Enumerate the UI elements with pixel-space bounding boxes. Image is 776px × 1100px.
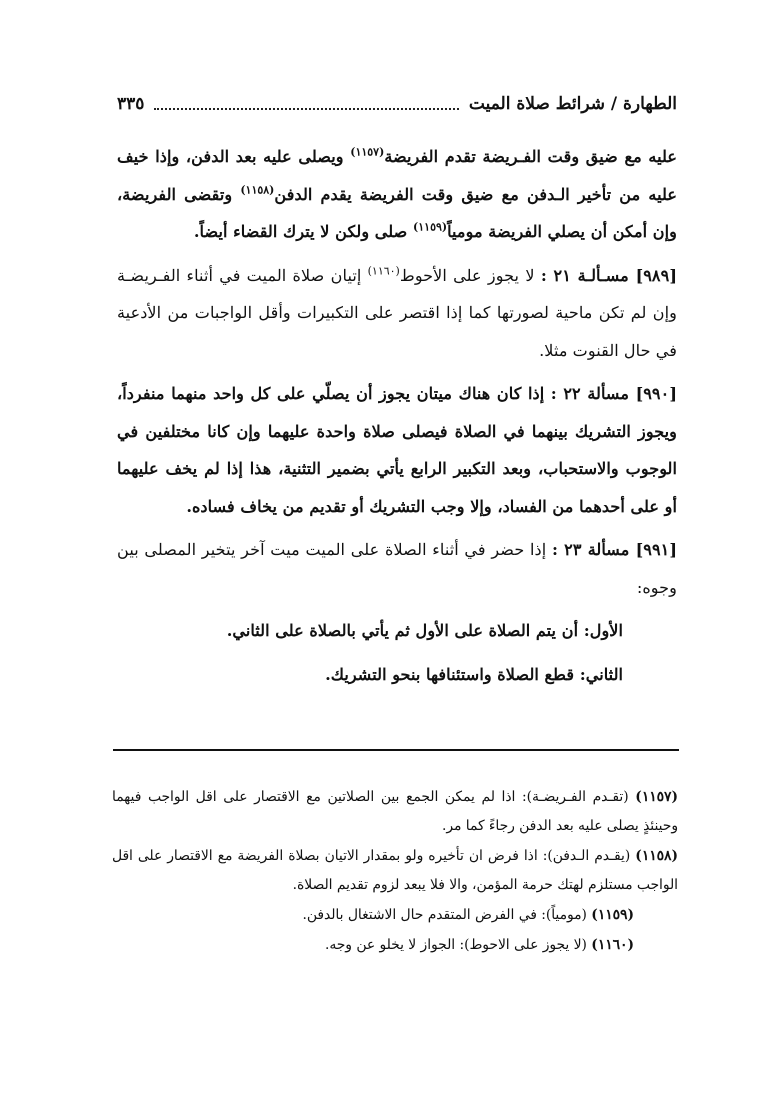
footnote-ref-1159: (١١٥٩) xyxy=(413,220,448,234)
intro-text-1: عليه مع ضيق وقت الفـريضة تقدم الفريضة xyxy=(384,147,678,166)
footnote-text: (مومياً): في الفرض المتقدم حال الاشتغال بالدفن. xyxy=(302,907,592,923)
issue-23-text: إذا حضر في أثناء الصلاة على الميت ميت آخر يتخير المصلى بين وجوه: xyxy=(117,540,677,597)
issue-21-text-2: إتيان صلاة الميت في أثناء الفـريضـة وإن لم تكن ماحية لصورتها كما إذا اقتصر على التكبيرات وأقل الواجبات من الأدعية في حال القنوت مثلا. xyxy=(117,265,677,360)
footnote-1160 xyxy=(112,931,678,960)
issue-22-paragraph xyxy=(117,375,677,525)
footnote-text: (لا يجوز على الاحوط): الجواز لا يخلو عن وجه. xyxy=(324,937,592,953)
main-text xyxy=(117,138,677,699)
footnote-number: (١١٦٠) xyxy=(591,937,634,953)
footnote-number: (١١٥٩) xyxy=(591,907,634,923)
issue-21-label: [٩٨٩] مسـألـة ٢١ : xyxy=(540,265,677,285)
option-first: الأول: أن يتم الصلاة على الأول ثم يأتي بالصلاة على الثاني. xyxy=(226,621,623,640)
footnote-1159 xyxy=(112,901,678,930)
footnote-ref-1158: (١١٥٨) xyxy=(240,183,275,197)
issue-21-paragraph xyxy=(117,257,677,370)
footnote-number: (١١٥٨) xyxy=(635,848,678,864)
footnote-1158 xyxy=(112,842,678,900)
issue-22-label: [٩٩٠] مسألة ٢٢ : xyxy=(550,384,677,403)
footnote-ref-1160: (١١٦٠) xyxy=(367,264,400,278)
issue-21-text-1: لا يجوز على الأحوط xyxy=(399,265,541,285)
running-header xyxy=(117,88,677,120)
issue-22-text: إذا كان هناك ميتان يجوز أن يصلّي على كل واحد منهما منفرداً، ويجوز التشريك بينهما في الصلاة فيصلى صلاة واحدة عليهما وإن كانا مختلفين في الوجوب والاستحباب، وبعد التكبير الرابع يأتي بضمير التثنية، هذا إذا لم يخف عليهما أو على أحدهما من الفساد، وإلا وجب التشريك أو تقديم من يخاف فساده. xyxy=(117,384,677,516)
footnote-text: (يقـدم الـدفن): اذا فرض ان تأخيره ولو بمقدار الاتيان بصلاة الفريضة مع الاقتصار على اقل الواجب مستلزم لهتك حرمة المؤمن، والا فلا يبعد لزوم تقديم الصلاة. xyxy=(112,848,678,893)
intro-text-4: صلى ولكن لا يترك القضاء أيضاً. xyxy=(193,222,414,241)
intro-paragraph xyxy=(117,138,677,251)
option-second: الثاني: قطع الصلاة واستئنافها بنحو التشريك. xyxy=(325,664,623,684)
intro-text-2: ويصلى عليه بعد الدفن، وإذا خيف عليه من تأخير الـدفن مع ضيق وقت الفريضة يقدم الدفن xyxy=(117,147,677,204)
intro-text-3: وتقضى الفريضة، وإن أمكن أن يصلي الفريضة مومياً xyxy=(117,184,677,241)
page-number: ٣٣٥ xyxy=(117,94,145,114)
footnote-ref-1157: (١١٥٧) xyxy=(350,145,385,159)
footnotes xyxy=(112,783,678,961)
footnote-number: (١١٥٧) xyxy=(635,789,678,805)
issue-23-label: [٩٩١] مسألة ٢٣ : xyxy=(551,540,678,559)
issue-23-paragraph xyxy=(117,531,677,606)
chapter-title: الطهارة / شرائط صلاة الميت xyxy=(468,94,677,114)
header-dot-leader xyxy=(154,108,458,110)
footnote-divider xyxy=(113,749,679,751)
footnote-text: (تقـدم الفـريضـة): اذا لم يمكن الجمع بين الصلاتين مع الاقتصار على اقل الواجب فيهما وحينئذٍ يصلى عليه بعد الدفن رجاءً كما مر. xyxy=(112,789,678,834)
footnote-1157 xyxy=(112,783,678,841)
